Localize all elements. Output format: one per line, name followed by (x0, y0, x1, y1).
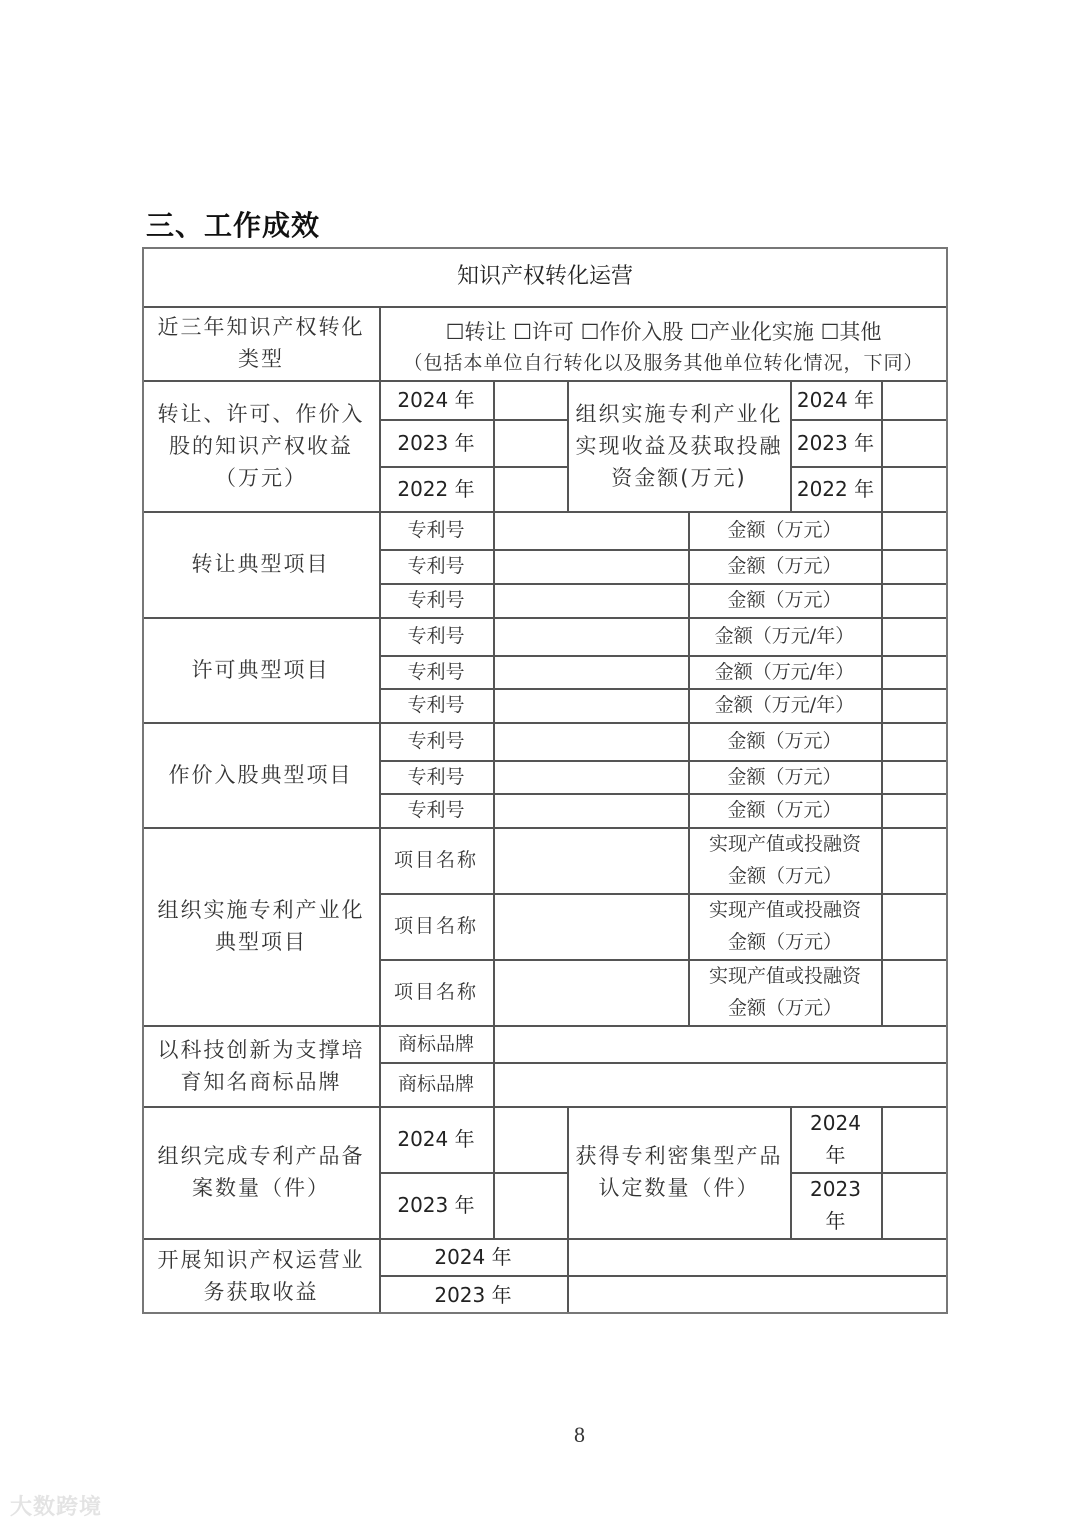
year-label: 2022 年 (397, 476, 475, 501)
patent-no-label: 专利号 (407, 625, 465, 647)
industrial-group-label: 组织实施专利产业化典型项目 (157, 898, 365, 954)
patent-no-label: 专利号 (407, 660, 465, 683)
patent-no-label: 专利号 (407, 555, 465, 577)
patent-no-label: 专利号 (407, 730, 465, 752)
year-label: 2023 年 (810, 1177, 861, 1233)
project-name-label: 项目名称 (393, 849, 478, 871)
project-name-label: 项目名称 (393, 915, 478, 937)
patent-no-label: 专利号 (407, 765, 465, 788)
value-cell[interactable] (881, 380, 948, 419)
year-label: 2024 年 (434, 1244, 512, 1269)
amount-label: 金额（万元） (727, 555, 842, 577)
patent-no-label: 专利号 (407, 799, 465, 821)
ip-operation-table (142, 247, 948, 1314)
brand-label: 商标品牌 (397, 1032, 474, 1055)
value-cell[interactable] (881, 466, 948, 511)
page-number: 8 (574, 1422, 585, 1447)
value-cell[interactable] (881, 419, 948, 466)
income-label-right: 组织实施专利产业化实现收益及获取投融资金额(万元) (575, 401, 783, 490)
brand-label: 商标品牌 (397, 1073, 474, 1095)
patent-no-label: 专利号 (407, 519, 465, 541)
year-label: 2024 年 (796, 387, 875, 412)
year-label: 2024 年 (397, 387, 475, 412)
type-label: 近三年知识产权转化类型 (157, 315, 365, 371)
type-options[interactable]: ☐转让 ☐许可 ☐作价入股 ☐产业化实施 ☐其他 (445, 320, 882, 344)
year-label: 2023 年 (397, 1193, 475, 1217)
amount-label: 金额（万元） (727, 799, 842, 821)
value-cell[interactable] (493, 380, 567, 419)
equity-group-label: 作价入股典型项目 (168, 762, 353, 787)
amount-label: 金额（万元） (727, 730, 842, 752)
transfer-group-label: 转让典型项目 (191, 552, 330, 576)
year-label: 2023 年 (397, 430, 475, 455)
value-cell[interactable] (493, 419, 567, 466)
watermark: 大数跨境 (10, 1495, 103, 1520)
amount-label: 金额（万元） (727, 765, 842, 788)
year-label: 2022 年 (796, 476, 875, 501)
product-certified-label: 获得专利密集型产品认定数量（件） (575, 1144, 783, 1200)
patent-no-label: 专利号 (407, 589, 465, 611)
license-group-label: 许可典型项目 (191, 657, 330, 682)
type-note: （包括本单位自行转化以及服务其他单位转化情况，下同） (403, 352, 924, 374)
amount-label: 金额（万元） (727, 589, 842, 611)
product-filing-label: 组织完成专利产品备案数量（件） (157, 1144, 365, 1200)
year-label: 2024 年 (810, 1111, 861, 1167)
amount-label: 实现产值或投融资金额（万元） (708, 833, 861, 887)
project-name-label: 项目名称 (393, 981, 478, 1003)
table-title: 知识产权转化运营 (456, 263, 633, 289)
brand-group-label: 以科技创新为支撑培育知名商标品牌 (157, 1037, 365, 1094)
amount-label: 实现产值或投融资金额（万元） (708, 899, 861, 953)
value-cell[interactable] (493, 466, 567, 511)
operation-label: 开展知识产权运营业务获取收益 (157, 1248, 365, 1304)
year-label: 2023 年 (796, 430, 875, 455)
amount-label: 实现产值或投融资金额（万元） (708, 965, 861, 1019)
section-heading: 三、工作成效 (146, 209, 321, 242)
amount-label: 金额（万元/年） (714, 694, 855, 716)
patent-no-label: 专利号 (407, 694, 465, 716)
amount-label: 金额（万元/年） (714, 625, 855, 647)
year-label: 2024 年 (397, 1127, 475, 1151)
amount-label: 金额（万元） (727, 519, 842, 541)
income-label-left: 转让、许可、作价入股的知识产权收益（万元） (157, 401, 365, 490)
amount-label: 金额（万元/年） (714, 660, 855, 683)
year-label: 2023 年 (434, 1282, 512, 1307)
